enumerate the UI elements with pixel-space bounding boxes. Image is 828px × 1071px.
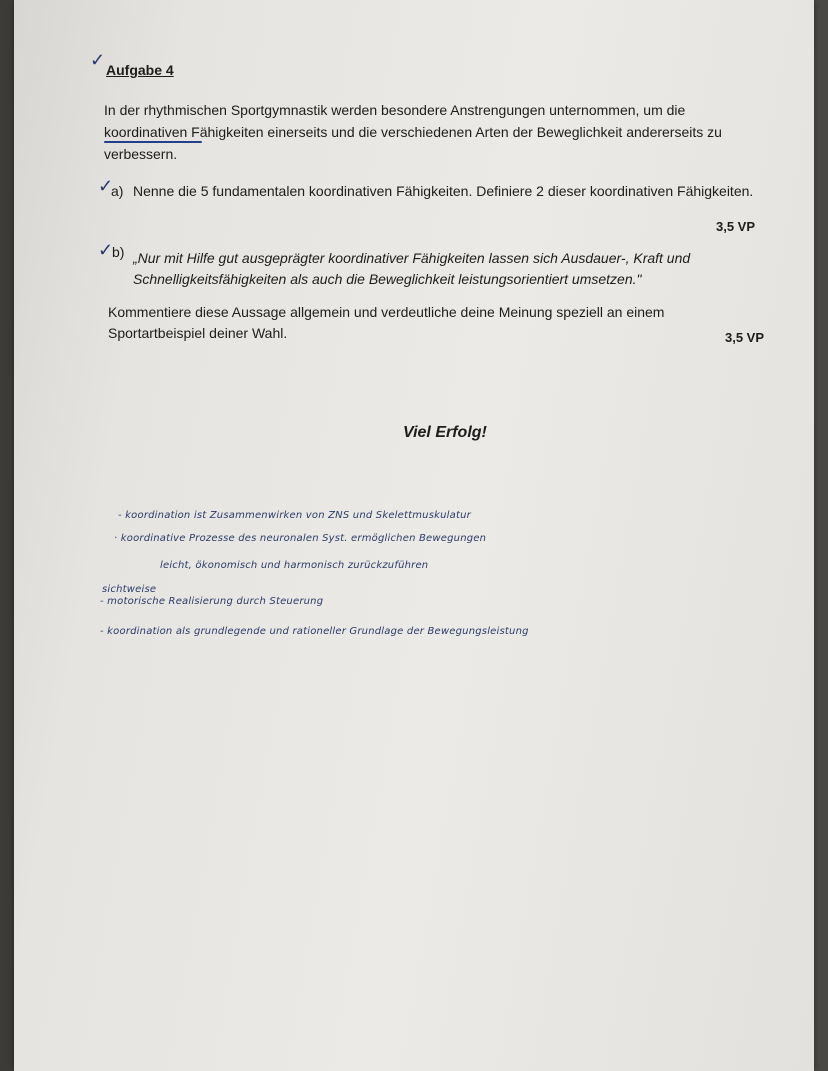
exam-sheet (14, 0, 814, 1071)
task-a-text: Nenne die 5 fundamentalen koordinativen Fähigkeiten. Definiere 2 dieser koordinativen Fähigkeiten. (133, 183, 754, 199)
checkmark-icon: ✓ (98, 240, 114, 260)
task-a-label: a) (111, 183, 124, 199)
handwritten-line-3: leicht, ökonomisch und harmonisch zurückzuführen (160, 560, 429, 571)
task-a-points: 3,5 VP (716, 219, 756, 234)
task-b-points: 3,5 VP (725, 330, 765, 345)
task-b-label: b) (112, 244, 125, 260)
closing-text: Viel Erfolg! (403, 424, 487, 441)
task-b-text-2: Sportartbeispiel deiner Wahl. (108, 325, 288, 341)
checkmark-icon: ✓ (90, 50, 106, 70)
handwritten-line-1: - koordination ist Zusammenwirken von ZNS und Skelettmuskulatur (118, 510, 471, 521)
handwritten-line-5: - motorische Realisierung durch Steuerung (100, 596, 324, 607)
handwritten-line-2: · koordinative Prozesse des neuronalen Syst. ermöglichen Bewegungen (114, 533, 487, 544)
intro-line-3: verbessern. (104, 146, 178, 162)
background-edge (0, 0, 14, 1071)
task-b-quote-1: „Nur mit Hilfe gut ausgeprägter koordinativer Fähigkeiten lassen sich Ausdauer-, Kraft und (133, 250, 691, 266)
handwritten-line-6: - koordination als grundlegende und rationeller Grundlage der Bewegungsleistung (100, 626, 529, 637)
checkmark-icon: ✓ (98, 176, 114, 196)
task-b-text-1: Kommentiere diese Aussage allgemein und verdeutliche deine Meinung speziell an einem (108, 304, 665, 320)
intro-line-1: In der rhythmischen Sportgymnastik werden besondere Anstrengungen unternommen, um die (104, 102, 686, 118)
ink-underline (104, 141, 202, 143)
handwritten-line-4: sichtweise (102, 584, 157, 595)
task-title: Aufgabe 4 (106, 62, 174, 78)
task-b-quote-2: Schnelligkeitsfähigkeiten als auch die Beweglichkeit leistungsorientiert umsetzen." (133, 271, 642, 287)
intro-line-2: koordinativen Fähigkeiten einerseits und die verschiedenen Arten der Beweglichkeit andererseits zu (104, 124, 722, 140)
